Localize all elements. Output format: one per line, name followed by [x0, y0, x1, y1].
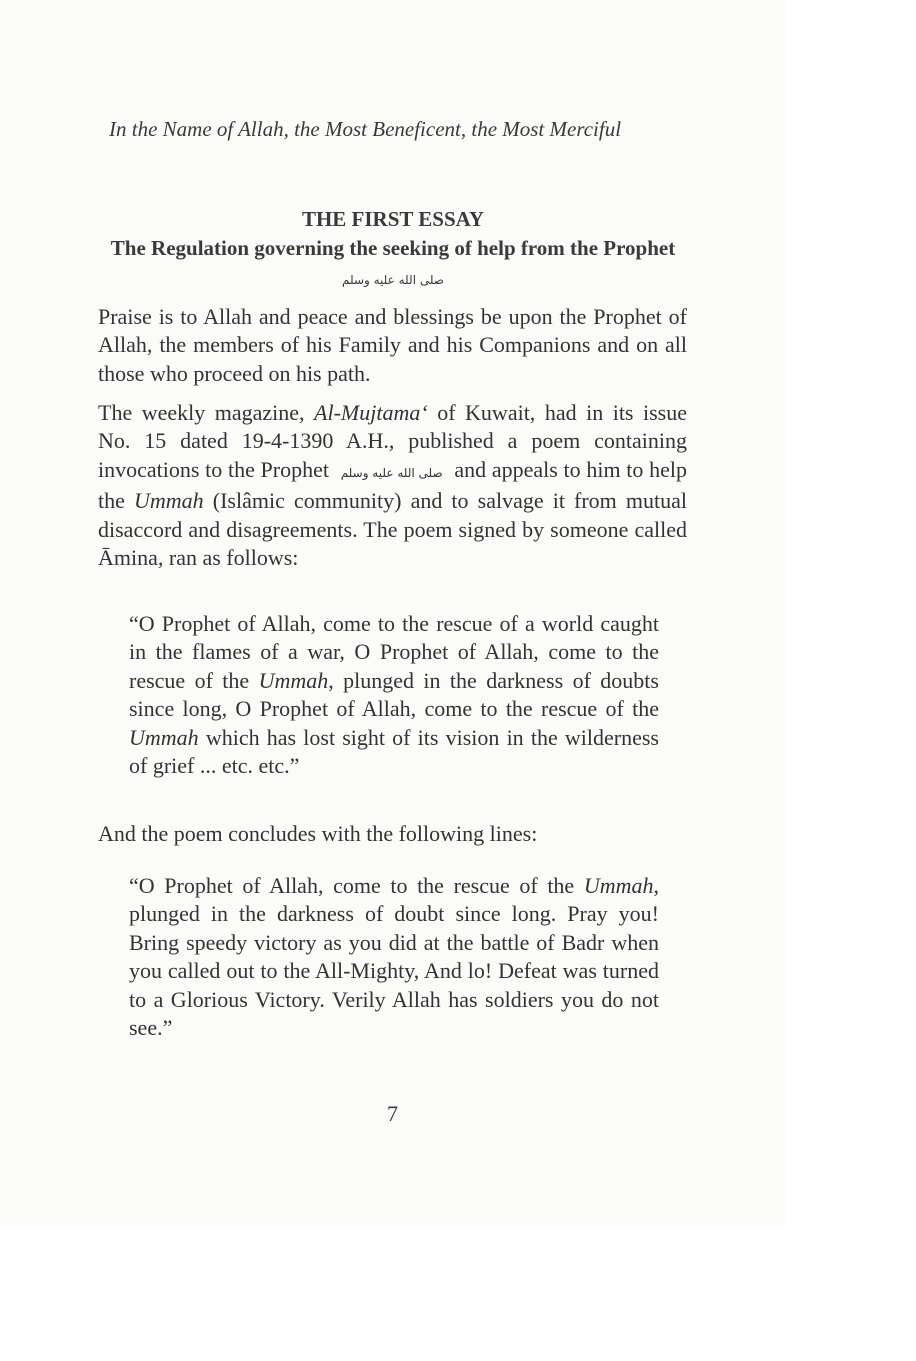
- ummah-term: Ummah: [583, 873, 654, 898]
- magazine-paragraph: [98, 399, 687, 572]
- essay-subtitle: [98, 234, 688, 295]
- poem-quote-closing: [129, 872, 659, 1042]
- poem-quote-opening: [129, 610, 659, 780]
- ummah-term: Ummah: [133, 488, 204, 514]
- essay-title-block: [98, 205, 688, 295]
- text-run: “O Prophet of Allah, come to the rescue of the: [129, 873, 584, 898]
- text-run: The weekly magazine,: [98, 400, 315, 425]
- ummah-term: Ummah: [129, 724, 199, 750]
- text-run: (Islâmic community) and to salvage it from mutual disaccord and disagreements. The poem signed by someone called Āmina, ran as follows:: [98, 488, 687, 571]
- essay-subtitle-text: The Regulation governing the seeking of help from the Prophet: [110, 236, 676, 260]
- text-run: which has lost sight of its vision in the wilderness of grief ... etc. etc.”: [129, 724, 659, 779]
- page-number: 7: [387, 1101, 398, 1126]
- opening-paragraph: Praise is to Allah and peace and blessings be upon the Prophet of Allah, the members of his Family and his Companions and on all those who proceed on his path.: [98, 304, 687, 386]
- text-run: , plunged in the darkness of doubt since long. Pray you! Bring speedy victory as you did at the battle of Badr when you called out to the All-Mighty, And lo! Defeat was turned to a Glorious Victory. Verily Allah has soldiers you do not see.”: [129, 873, 659, 1041]
- magazine-name: Al-Mujtama‘: [314, 400, 428, 425]
- text-run: and appeals to him to help the: [98, 456, 687, 514]
- arabic-honorific: صلى الله عليه وسلم: [342, 273, 444, 287]
- conclusion-intro: And the poem concludes with the following lines:: [98, 821, 538, 846]
- text-run: of Kuwait, had in its issue No. 15 dated 19-4-1390 A.H., published a poem containing invocations to the Prophet: [98, 400, 687, 482]
- text-run: , plunged in the darkness of doubts since long, O Prophet of Allah, come to the rescue of the: [129, 667, 659, 722]
- text-run: “O Prophet of Allah, come to the rescue of a world caught in the flames of a war, O Prophet of Allah, come to the rescue of the: [129, 611, 659, 693]
- arabic-honorific: صلى الله عليه وسلم: [340, 465, 443, 480]
- basmala-header: In the Name of Allah, the Most Beneficent, the Most Merciful: [109, 117, 622, 141]
- ummah-term: Ummah: [258, 667, 329, 693]
- essay-title: THE FIRST ESSAY: [301, 207, 485, 231]
